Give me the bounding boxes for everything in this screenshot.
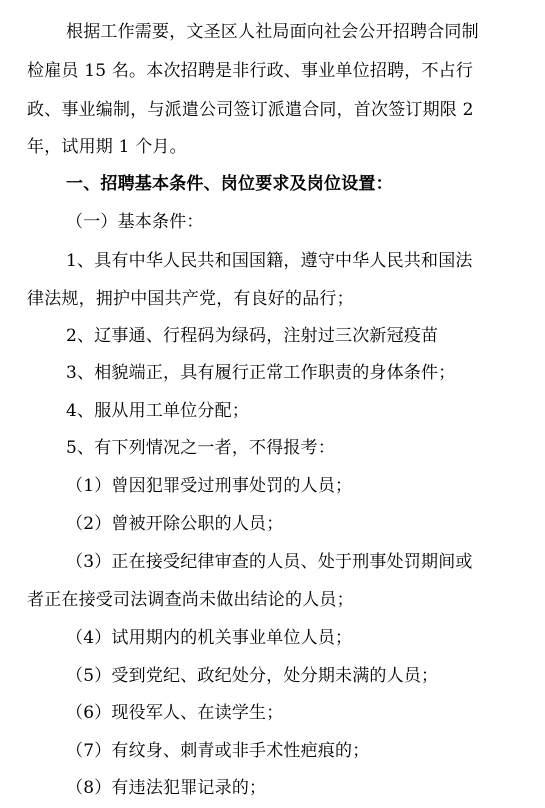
- exclusion-2: （2）曾被开除公职的人员；: [66, 514, 284, 534]
- exclusion-1: （1）曾因犯罪受过刑事处罚的人员；: [66, 476, 353, 496]
- intro-paragraph-line-3: 政、事业编制，与派遣公司签订派遣合同，首次签订期限 2: [27, 100, 474, 120]
- exclusion-8: （8）有违法犯罪记录的；: [66, 778, 267, 798]
- condition-2: 2、辽事通、行程码为绿码，注射过三次新冠疫苗: [66, 326, 439, 346]
- exclusion-7: （7）有纹身、刺青或非手术性疤痕的；: [66, 741, 370, 761]
- condition-4: 4、服从用工单位分配；: [66, 401, 250, 421]
- exclusion-5: （5）受到党纪、政纪处分，处分期未满的人员；: [66, 666, 439, 686]
- section-heading-recruitment-conditions: 一、招聘基本条件、岗位要求及岗位设置：: [66, 174, 393, 194]
- intro-paragraph-line-1: 根据工作需要，文圣区人社局面向社会公开招聘合同制: [66, 22, 479, 42]
- condition-1-line-2: 律法规，拥护中国共产党，有良好的品行；: [27, 289, 354, 309]
- exclusion-3-line-1: （3）正在接受纪律审查的人员、处于刑事处罚期间或: [66, 552, 473, 572]
- subsection-heading-basic-conditions: （一）基本条件：: [66, 212, 204, 232]
- intro-paragraph-line-2: 检雇员 15 名。本次招聘是非行政、事业单位招聘，不占行: [27, 61, 474, 81]
- intro-paragraph-line-4: 年，试用期 1 个月。: [27, 137, 187, 157]
- exclusion-4: （4）试用期内的机关事业单位人员；: [66, 628, 353, 648]
- exclusion-6: （6）现役军人、在读学生；: [66, 703, 284, 723]
- condition-1-line-1: 1、具有中华人民共和国国籍，遵守中华人民共和国法: [66, 251, 473, 271]
- condition-5: 5、有下列情况之一者，不得报考：: [66, 438, 336, 458]
- condition-3: 3、相貌端正，具有履行正常工作职责的身体条件；: [66, 363, 456, 383]
- exclusion-3-line-2: 者正在接受司法调查尚未做出结论的人员；: [27, 590, 354, 610]
